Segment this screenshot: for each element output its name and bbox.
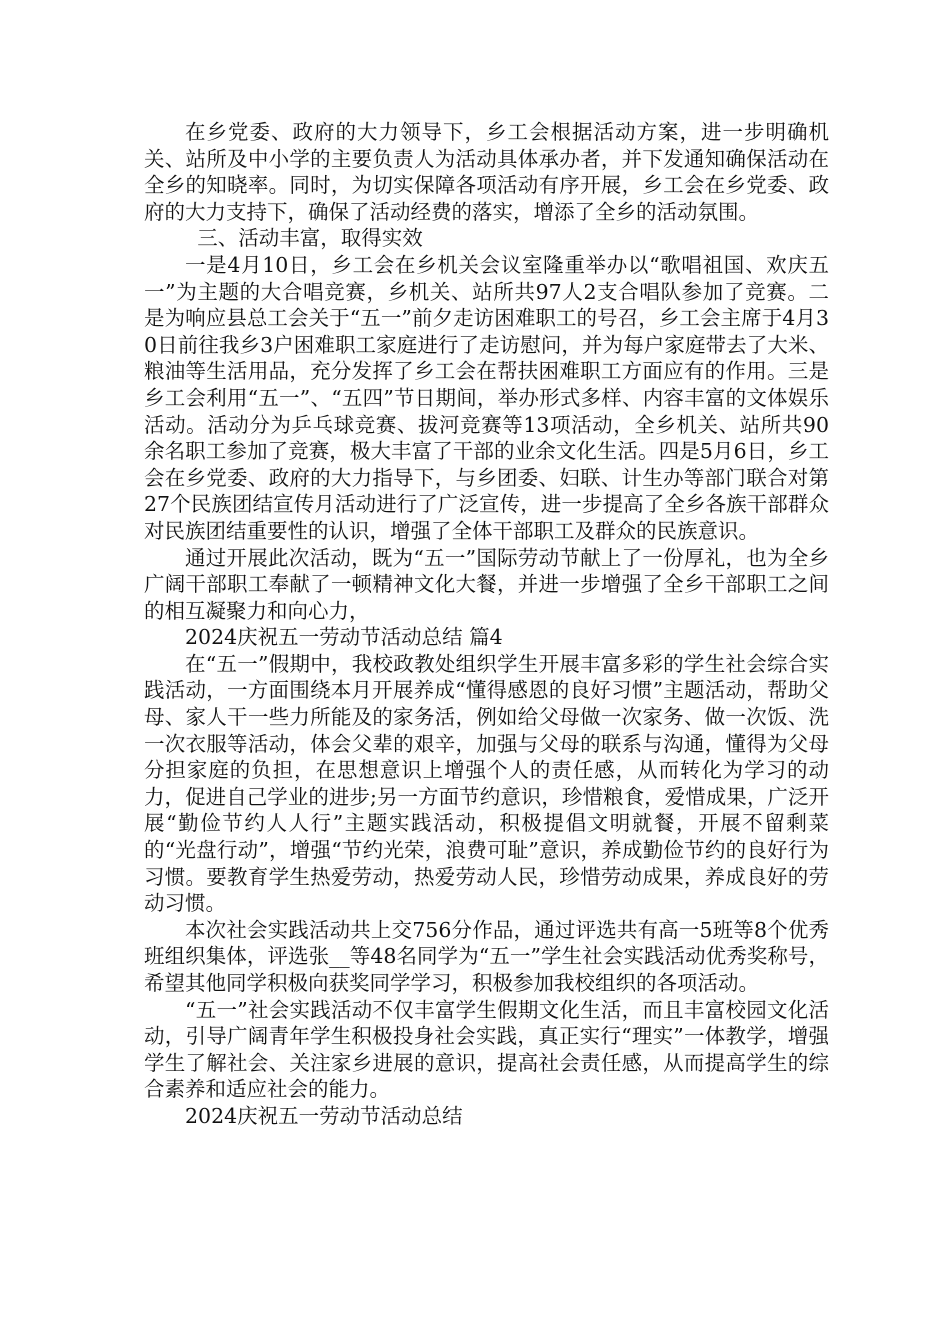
paragraph-awards: 本次社会实践活动共上交756分作品，通过评选共有高一5班等8个优秀班组织集体，评选张__等48名同学为“五一”学生社会实践活动优秀奖称号，希望其他同学积极向获奖同学学习，积极参加我校组织的各项活动。 <box>144 917 829 995</box>
paragraph-activity-organization: 在乡党委、政府的大力领导下，乡工会根据活动方案，进一步明确机关、站所及中小学的主要负责人为活动具体承办者，并下发通知确保活动在全乡的知晓率。同时，为切实保障各项活动有序开展，乡工会在乡党委、政府的大力支持下，确保了活动经费的落实，增添了全乡的活动氛围。 <box>144 120 829 224</box>
paragraph-activity-details: 一是4月10日，乡工会在乡机关会议室隆重举办以“歌唱祖国、欢庆五一”为主题的大合唱竞赛，乡机关、站所共97人2支合唱队参加了竞赛。二是为响应县总工会关于“五一”前夕走访困难职工的号召，乡工会主席于4月30日前往我乡3户困难职工家庭进行了走访慰问，并为每户家庭带去了大米、粮油等生活用品，充分发挥了乡工会在帮扶困难职工方面应有的作用。三是乡工会利用“五一”、“五四”节日期间，举办形式多样、内容丰富的文体娱乐活动。活动分为乒乓球竞赛、拔河竞赛等13项活动，全乡机关、站所共90余名职工参加了竞赛，极大丰富了干部的业余文化生活。四是5月6日，乡工会在乡党委、政府的大力指导下，与乡团委、妇联、计生办等部门联合对第27个民族团结宣传月活动进行了广泛宣传，进一步提高了全乡各族干部群众对民族团结重要性的认识，增强了全体干部职工及群众的民族意识。 <box>144 252 829 543</box>
paragraph-significance: “五一”社会实践活动不仅丰富学生假期文化生活，而且丰富校园文化活动，引导广阔青年学生积极投身社会实践，真正实行“理实”一体教学，增强学生了解社会、关注家乡进展的意识，提高社会责任感，从而提高学生的综合素养和适应社会的能力。 <box>144 997 829 1102</box>
article-title-part4: 2024庆祝五一劳动节活动总结 篇4 <box>185 625 503 650</box>
section-heading-activities: 三、活动丰富，取得实效 <box>197 226 423 251</box>
paragraph-activity-conclusion: 通过开展此次活动，既为“五一”国际劳动节献上了一份厚礼，也为全乡广阔干部职工奉献了一顿精神文化大餐，并进一步增强了全乡干部职工之间的相互凝聚力和向心力， <box>144 545 829 623</box>
article-title-next: 2024庆祝五一劳动节活动总结 <box>185 1103 463 1128</box>
document-body <box>144 119 829 1130</box>
paragraph-school-practice: 在“五一”假期中，我校政教处组织学生开展丰富多彩的学生社会综合实践活动，一方面围绕本月开展养成“懂得感恩的良好习惯”主题活动，帮助父母、家人干一些力所能及的家务活，例如给父母做一次家务、做一次饭、洗一次衣服等活动，体会父辈的艰辛，加强与父母的联系与沟通，懂得为父母分担家庭的负担，在思想意识上增强个人的责任感，从而转化为学习的动力，促进自己学业的进步;另一方面节约意识，珍惜粮食，爱惜成果，广泛开展“勤俭节约人人行”主题实践活动，积极提倡文明就餐，开展不留剩菜的“光盘行动”，增强“节约光荣，浪费可耻”意识，养成勤俭节约的良好行为习惯。要教育学生热爱劳动，热爱劳动人民，珍惜劳动成果，养成良好的劳动习惯。 <box>144 651 829 916</box>
